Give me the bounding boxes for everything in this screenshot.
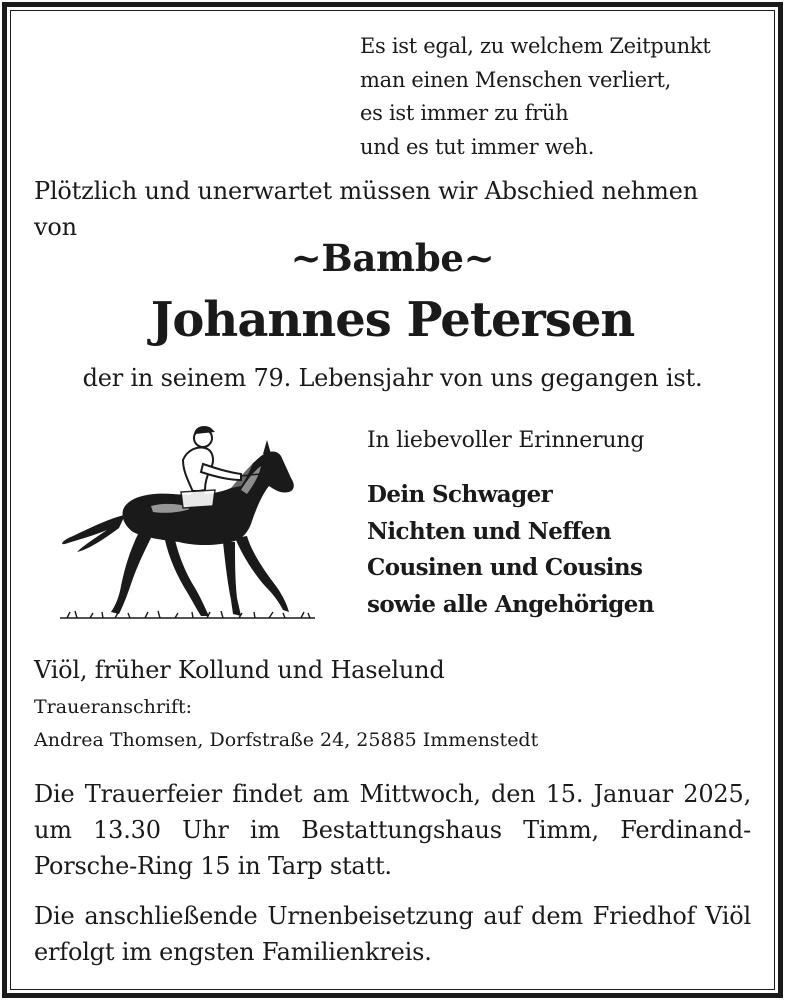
quote-block <box>360 30 710 164</box>
memory-heading: In liebevoller Erinnerung <box>367 428 645 453</box>
quote-line: es ist immer zu früh <box>360 101 569 125</box>
intro-text <box>34 173 754 245</box>
mourner-line: sowie alle Angehörigen <box>367 590 654 618</box>
mourner-line: Nichten und Neffen <box>367 517 612 545</box>
mourner-line: Dein Schwager <box>367 481 553 508</box>
place-line: Viöl, früher Kollund und Haselund <box>34 656 445 684</box>
mourning-address: Andrea Thomsen, Dorfstraße 24, 25885 Immenstedt <box>34 729 539 751</box>
address-label: Traueranschrift: <box>34 696 193 718</box>
mourner-line: Cousinen und Cousins <box>367 554 643 581</box>
burial-info: Die anschließende Urnenbeisetzung auf dem Friedhof Viöl erfolgt im engsten Familienkreis. <box>34 902 751 966</box>
deceased-name: Johannes Petersen <box>150 292 635 348</box>
quote-line: man einen Menschen verliert, <box>360 67 672 92</box>
intro-line-2: von <box>34 213 77 241</box>
mourners-list <box>367 477 654 623</box>
funeral-info: Die Trauerfeier findet am Mittwoch, den 15. Januar 2025, um 13.30 Uhr im Bestattungshaus Timm, Ferdinand-Porsche-Ring 15 in Tarp statt. <box>34 780 751 880</box>
age-line: der in seinem 79. Lebensjahr von uns gegangen ist. <box>82 364 703 392</box>
quote-line: und es tut immer weh. <box>360 134 595 159</box>
deceased-nickname: ~Bambe~ <box>290 236 495 280</box>
horse-and-rider-icon <box>55 420 320 630</box>
intro-line-1: Plötzlich und unerwartet müssen wir Abschied nehmen <box>34 177 698 205</box>
quote-line: Es ist egal, zu welchem Zeitpunkt <box>360 34 711 58</box>
